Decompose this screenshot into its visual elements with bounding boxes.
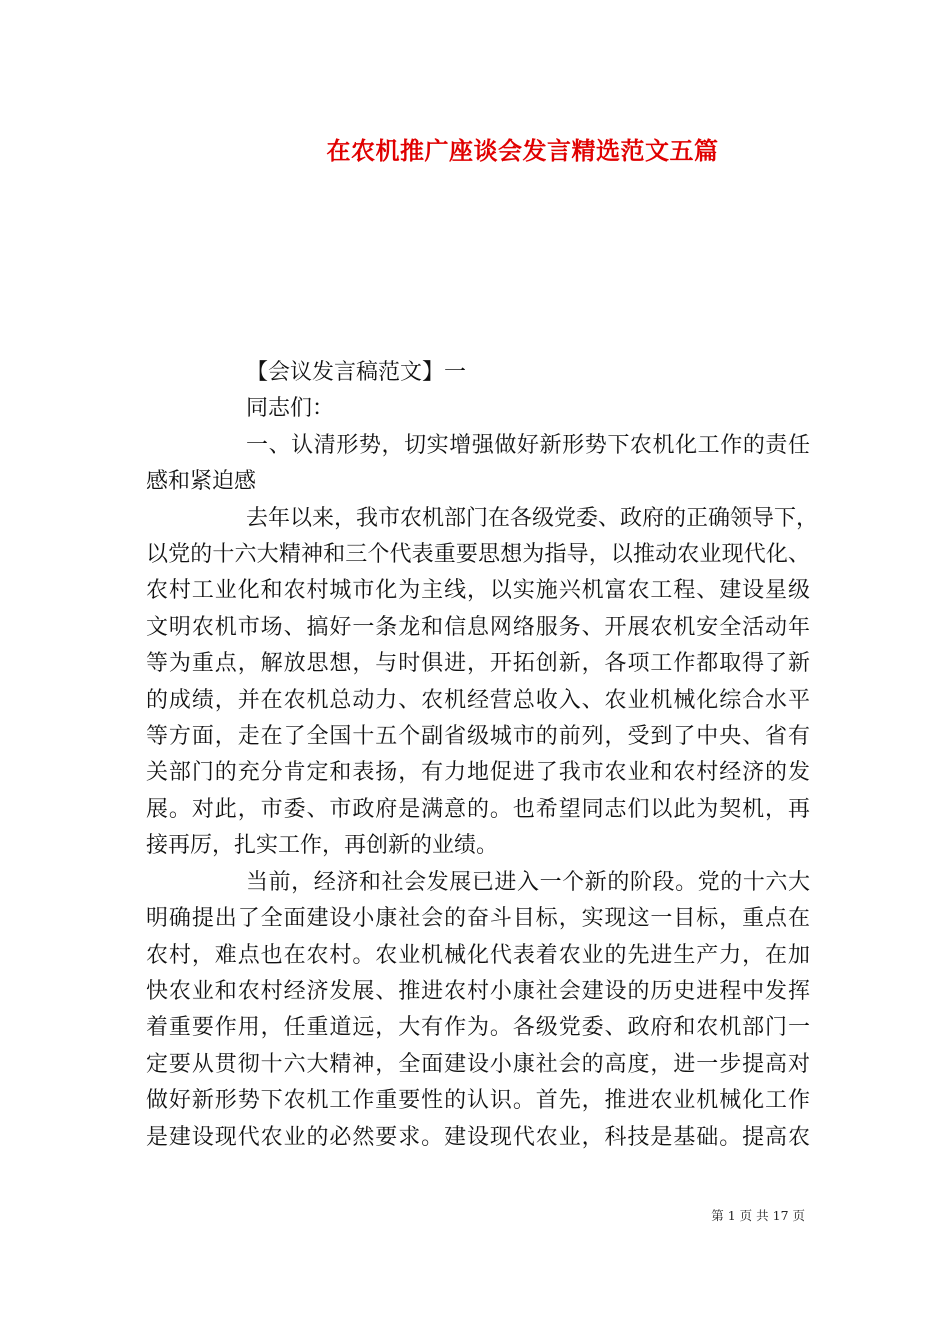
paragraph-2-line: 做好新形势下农机工作重要性的认识。首先，推进农业机械化工作 (146, 1088, 810, 1114)
paragraph-2-line: 当前，经济和社会发展已进入一个新的阶段。党的十六大 (246, 869, 810, 895)
paragraph-2-line: 农村，难点也在农村。农业机械化代表着农业的先进生产力，在加 (146, 942, 810, 968)
paragraph-2-line: 快农业和农村经济发展、推进农村小康社会建设的历史进程中发挥 (146, 978, 810, 1004)
section-heading-line-2: 感和紧迫感 (146, 469, 257, 495)
paragraph-1-line: 农村工业化和农村城市化为主线，以实施兴机富农工程、建设星级 (146, 578, 810, 604)
paragraph-1-line: 去年以来，我市农机部门在各级党委、政府的正确领导下， (246, 505, 819, 531)
paragraph-1-line: 接再厉，扎实工作，再创新的业绩。 (146, 833, 499, 859)
paragraph-1-line: 等为重点，解放思想，与时俱进，开拓创新，各项工作都取得了新 (146, 651, 810, 677)
paragraph-1-line: 的成绩，并在农机总动力、农机经营总收入、农业机械化综合水平 (146, 687, 810, 713)
greeting: 同志们： (246, 396, 335, 422)
page-number: 第 1 页 共 17 页 (711, 1208, 805, 1223)
paragraph-1-line: 关部门的充分肯定和表扬，有力地促进了我市农业和农村经济的发 (146, 760, 810, 786)
paragraph-2-line: 着重要作用，任重道远，大有作为。各级党委、政府和农机部门一 (146, 1015, 810, 1041)
paragraph-1-line: 以党的十六大精神和三个代表重要思想为指导，以推动农业现代化、 (146, 542, 810, 568)
paragraph-1-line: 展。对此，市委、市政府是满意的。也希望同志们以此为契机，再 (146, 796, 810, 822)
document-body (146, 355, 819, 1156)
section-heading-line-1: 一、认清形势，切实增强做好新形势下农机化工作的责任 (246, 432, 810, 458)
paragraph-2-line: 是建设现代农业的必然要求。建设现代农业，科技是基础。提高农 (146, 1124, 810, 1150)
speech-heading: 【会议发言稿范文】一 (246, 360, 467, 385)
paragraph-1-line: 等方面，走在了全国十五个副省级城市的前列，受到了中央、省有 (146, 724, 810, 750)
paragraph-2-line: 明确提出了全面建设小康社会的奋斗目标，实现这一目标，重点在 (146, 906, 810, 932)
paragraph-1-line: 文明农机市场、搞好一条龙和信息网络服务、开展农机安全活动年 (146, 614, 810, 640)
document-title: 在农机推广座谈会发言精选范文五篇 (326, 136, 719, 165)
paragraph-2-line: 定要从贯彻十六大精神，全面建设小康社会的高度，进一步提高对 (146, 1051, 810, 1077)
